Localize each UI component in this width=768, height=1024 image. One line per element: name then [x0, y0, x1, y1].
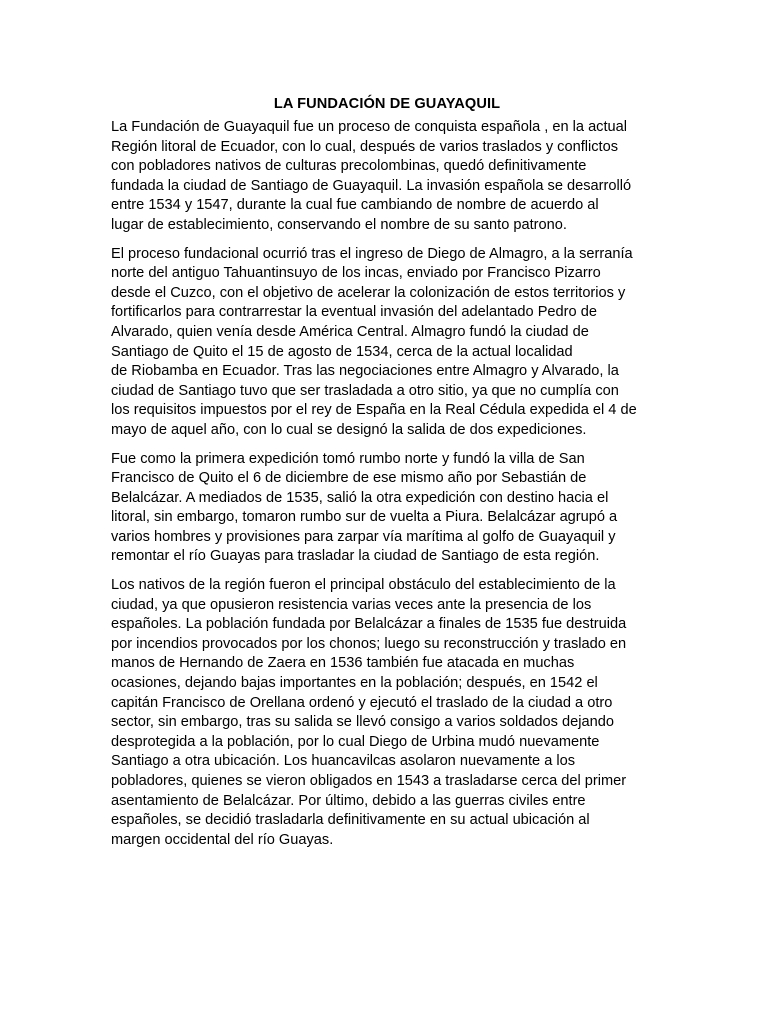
text-line: litoral, sin embargo, tomaron rumbo sur de vuelta a Piura. Belalcázar agrupó a: [111, 509, 618, 526]
paragraph-3: [111, 450, 663, 568]
text-line: los requisitos impuestos por el rey de España en la Real Cédula expedida el 4 de: [111, 402, 637, 419]
text-line: El proceso fundacional ocurrió tras el ingreso de Diego de Almagro, a la serranía: [111, 245, 633, 262]
text-line: Fue como la primera expedición tomó rumbo norte y fundó la villa de San: [111, 450, 585, 467]
text-line: españoles. La población fundada por Belalcázar a finales de 1535 fue destruida: [111, 616, 627, 633]
text-line: españoles, se decidió trasladarla definitivamente en su actual ubicación al: [111, 812, 590, 829]
text-line: sector, sin embargo, tras su salida se llevó consigo a varios soldados dejando: [111, 714, 614, 731]
paragraph-2: [111, 245, 663, 441]
text-line: capitán Francisco de Orellana ordenó y ejecutó el traslado de la ciudad a otro: [111, 694, 613, 711]
text-line: ocasiones, dejando bajas importantes en la población; después, en 1542 el: [111, 675, 598, 692]
text-line: ciudad de Santiago tuvo que ser trasladada a otro sitio, ya que no cumplía con: [111, 382, 619, 399]
text-line: Alvarado, quien venía desde América Central. Almagro fundó la ciudad de: [111, 323, 589, 340]
text-line: Belalcázar. A mediados de 1535, salió la otra expedición con destino hacia el: [111, 489, 609, 506]
document-title: LA FUNDACIÓN DE GUAYAQUIL: [273, 96, 501, 112]
text-line: asentamiento de Belalcázar. Por último, debido a las guerras civiles entre: [111, 792, 586, 809]
paragraph-4: [111, 576, 663, 850]
text-line: margen occidental del río Guayas.: [111, 831, 334, 848]
text-line: Santiago de Quito el 15 de agosto de 1534, cerca de la actual localidad: [111, 343, 573, 360]
text-line: manos de Hernando de Zaera en 1536 también fue atacada en muchas: [111, 655, 575, 672]
text-line: remontar el río Guayas para trasladar la ciudad de Santiago de esta región.: [111, 548, 600, 565]
text-line: Santiago a otra ubicación. Los huancavilcas asolaron nuevamente a los: [111, 753, 576, 770]
text-line: de Riobamba en Ecuador. Tras las negociaciones entre Almagro y Alvarado, la: [111, 363, 619, 380]
text-line: fundada la ciudad de Santiago de Guayaquil. La invasión española se desarrolló: [111, 177, 632, 194]
document-page: [111, 94, 663, 859]
text-line: Región litoral de Ecuador, con lo cual, después de varios traslados y conflictos: [111, 138, 619, 155]
text-line: ciudad, ya que opusieron resistencia varias veces ante la presencia de los: [111, 596, 592, 613]
text-line: con pobladores nativos de culturas precolombinas, quedó definitivamente: [111, 158, 587, 175]
text-line: por incendios provocados por los chonos; luego su reconstrucción y traslado en: [111, 635, 627, 652]
text-line: Francisco de Quito el 6 de diciembre de ese mismo año por Sebastián de: [111, 470, 587, 487]
text-line: varios hombres y provisiones para zarpar vía marítima al golfo de Guayaquil y: [111, 528, 616, 545]
text-line: La Fundación de Guayaquil fue un proceso de conquista española , en la actual: [111, 119, 628, 135]
paragraph-1: [111, 118, 663, 236]
text-line: fortificarlos para contrarrestar la eventual invasión del adelantado Pedro de: [111, 304, 597, 321]
text-line: entre 1534 y 1547, durante la cual fue cambiando de nombre de acuerdo al: [111, 197, 599, 214]
text-line: norte del antiguo Tahuantinsuyo de los incas, enviado por Francisco Pizarro: [111, 265, 601, 282]
text-line: Los nativos de la región fueron el principal obstáculo del establecimiento de la: [111, 577, 616, 594]
text-line: lugar de establecimiento, conservando el nombre de su santo patrono.: [111, 216, 567, 233]
text-line: pobladores, quienes se vieron obligados en 1543 a trasladarse cerca del primer: [111, 773, 627, 789]
text-line: desprotegida a la población, por lo cual Diego de Urbina mudó nuevamente: [111, 733, 600, 750]
text-line: mayo de aquel año, con lo cual se designó la salida de dos expediciones.: [111, 421, 587, 438]
text-line: desde el Cuzco, con el objetivo de acelerar la colonización de estos territorios y: [111, 284, 626, 301]
